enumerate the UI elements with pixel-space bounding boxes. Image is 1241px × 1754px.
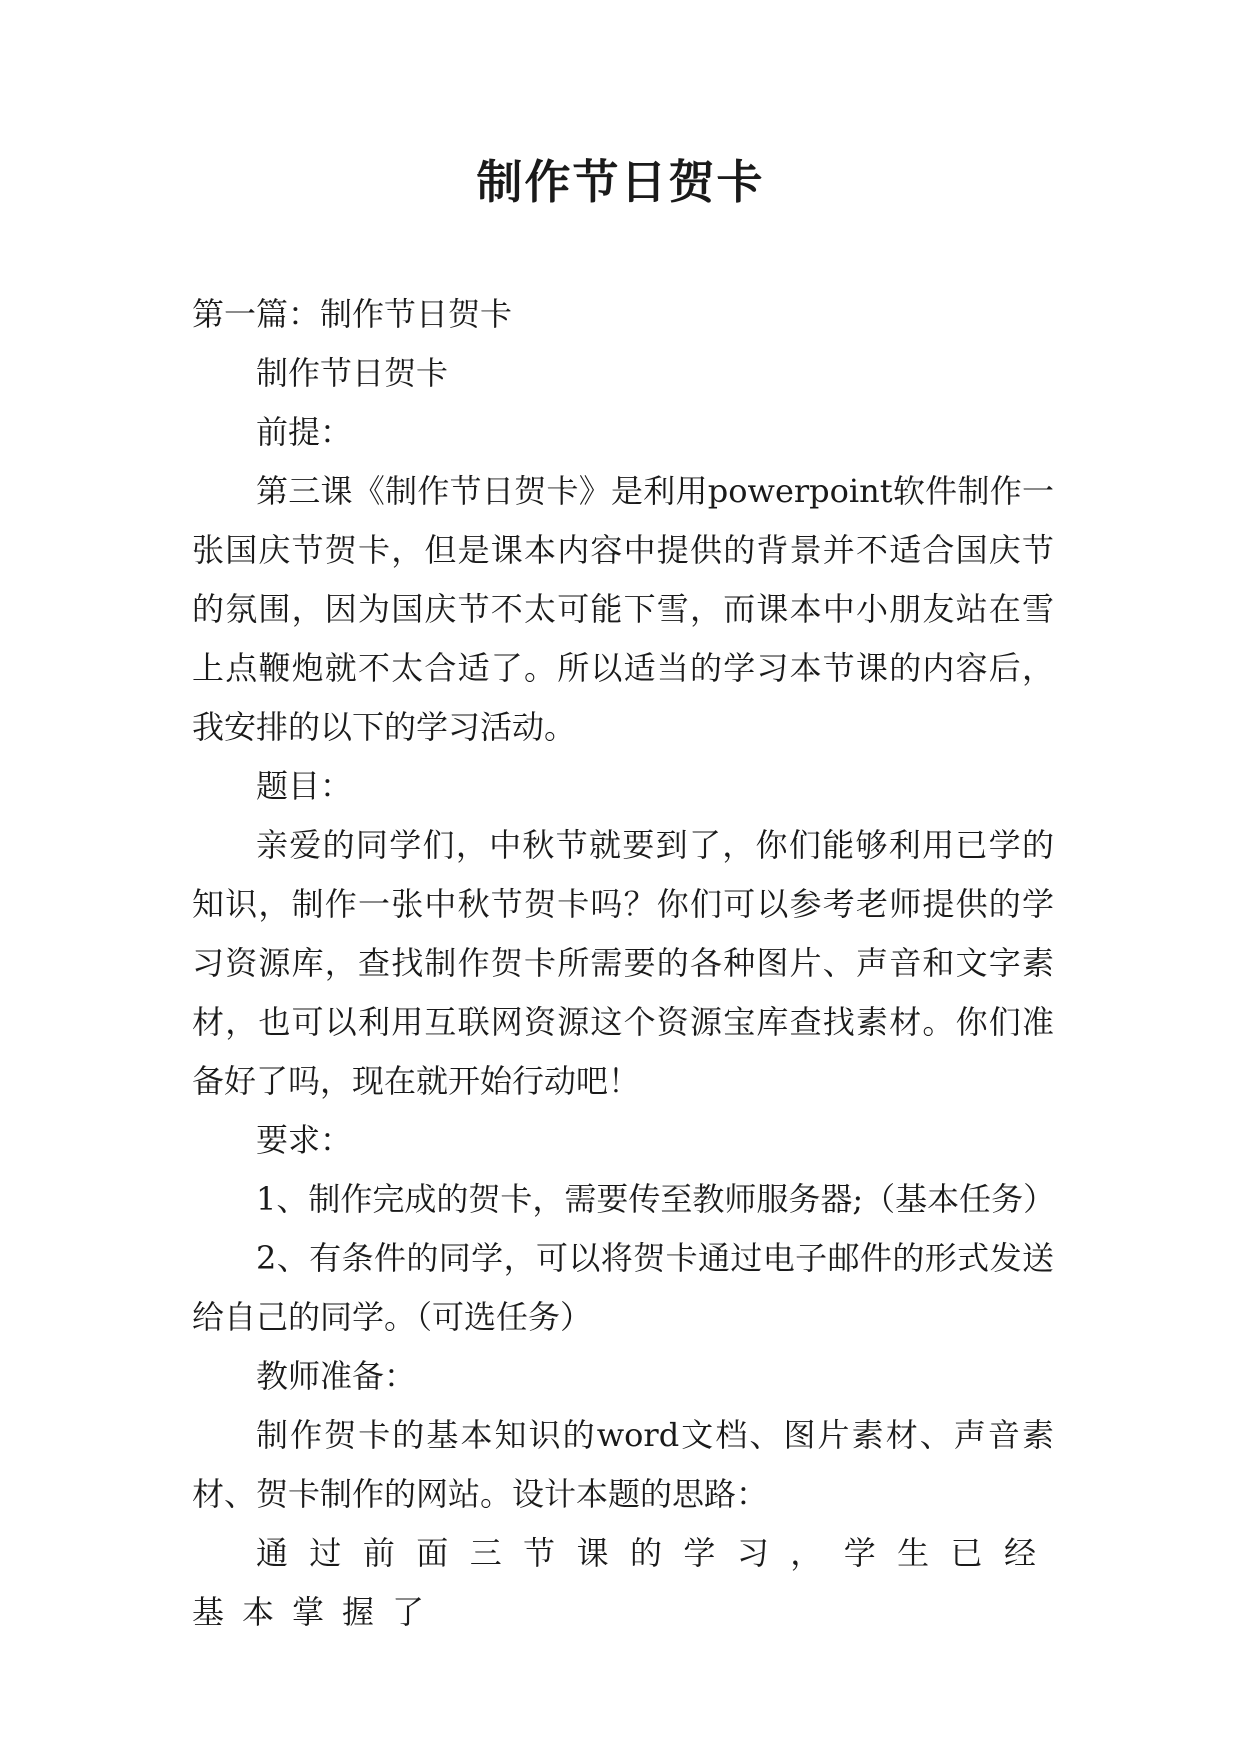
premise-paragraph: 第三课《制作节日贺卡》是利用powerpoint软件制作一张国庆节贺卡，但是课本内容中提供的背景并不适合国庆节的氛围，因为国庆节不太可能下雪，而课本中小朋友站在雪上点鞭炮就不太合适了。所以适当的学习本节课的内容后，我安排的以下的学习活动。	[192, 472, 1054, 746]
section-heading: 第一篇：制作节日贺卡	[192, 295, 513, 333]
teacher-prep-label: 教师准备：	[256, 1357, 417, 1395]
requirement-item-1: 1、制作完成的贺卡，需要传至教师服务器;（基本任务）	[256, 1180, 1056, 1218]
requirement-item-2: 2、有条件的同学，可以将贺卡通过电子邮件的形式发送给自己的同学。（可选任务）	[192, 1239, 1054, 1336]
design-idea-paragraph: 通过前面三节课的学习，学生已经基本掌握了	[192, 1534, 1054, 1631]
requirements-label: 要求：	[256, 1121, 353, 1159]
document-title: 制作节日贺卡	[476, 155, 765, 209]
topic-paragraph: 亲爱的同学们，中秋节就要到了，你们能够利用已学的知识，制作一张中秋节贺卡吗？你们可以参考老师提供的学习资源库，查找制作贺卡所需要的各种图片、声音和文字素材，也可以利用互联网资源这个资源宝库查找素材。你们准备好了吗，现在就开始行动吧！	[192, 826, 1054, 1100]
topic-label: 题目：	[256, 767, 353, 805]
premise-label: 前提：	[256, 413, 353, 451]
document-body	[192, 285, 1054, 1642]
subtitle-paragraph: 制作节日贺卡	[256, 354, 449, 392]
teacher-prep-paragraph: 制作贺卡的基本知识的word文档、图片素材、声音素材、贺卡制作的网站。设计本题的思路：	[192, 1416, 1054, 1513]
